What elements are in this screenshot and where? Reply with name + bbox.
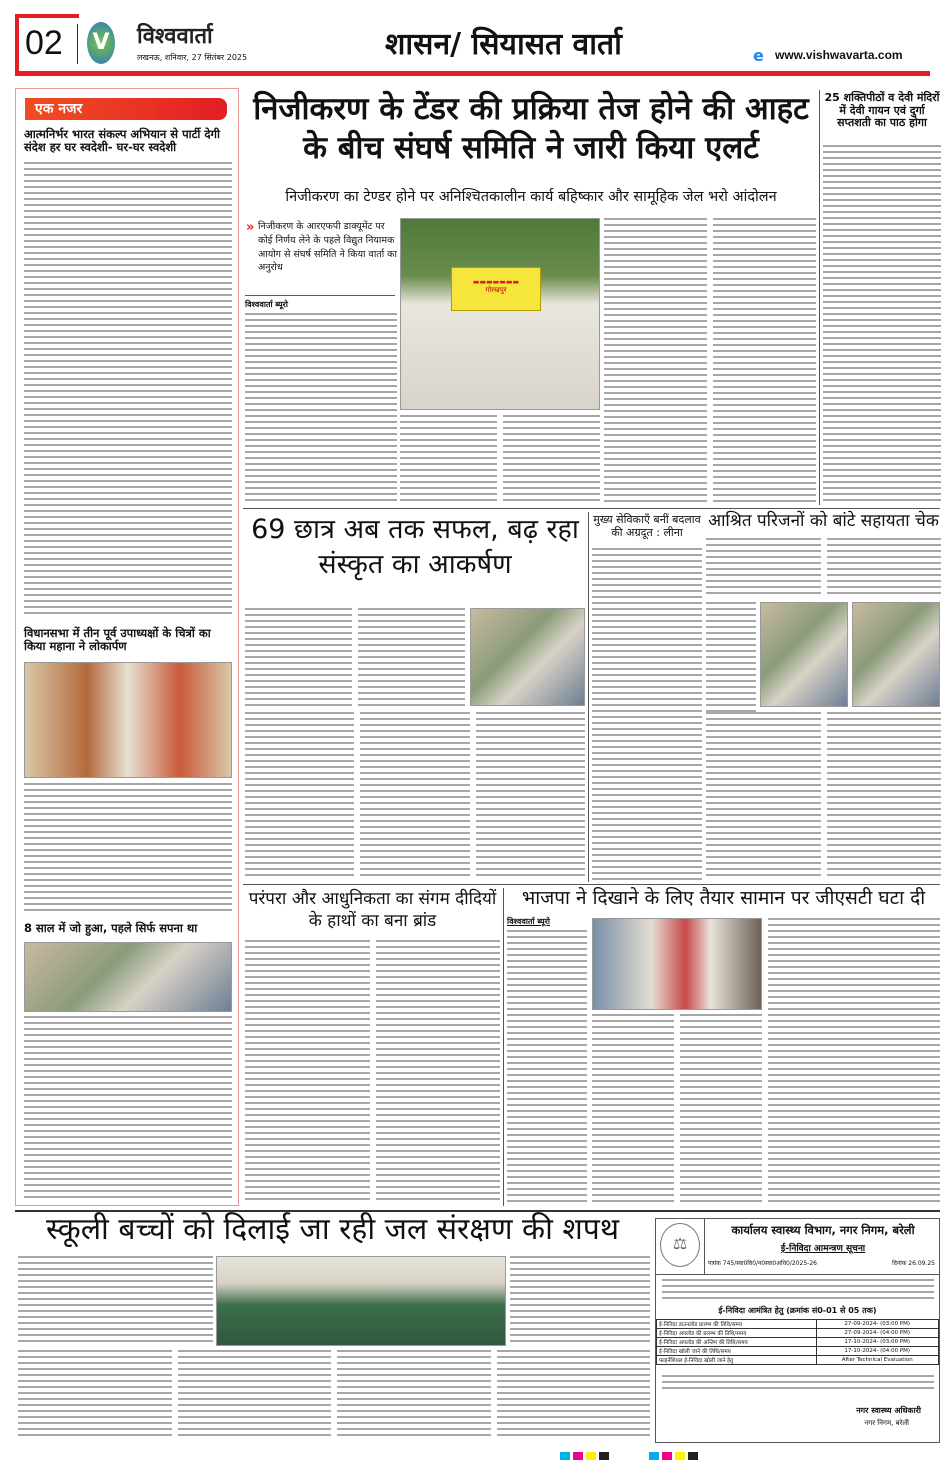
water-photo xyxy=(216,1256,506,1346)
sidebar-story3-photo xyxy=(24,942,232,1012)
bjp-photo xyxy=(592,918,762,1010)
ie-icon: e xyxy=(753,46,764,65)
lead-photo xyxy=(400,218,600,410)
tender-ad xyxy=(655,1218,940,1443)
sidebar-story3-body xyxy=(24,1016,232,1200)
tender-schedule-table xyxy=(656,1319,939,1365)
lead-body-col1 xyxy=(245,313,397,503)
sanskrit-headline: 69 छात्र अब तक सफल, बढ़ रहा संस्कृत का आकर्षण xyxy=(251,514,579,581)
water-body-col1 xyxy=(18,1256,213,1346)
lead-subheadline: निजीकरण का टेण्डर होने पर अनिश्चितकालीन कार्य बहिष्कार और सामूहिक जेल भरो आंदोलन xyxy=(285,189,777,205)
police-body-left xyxy=(706,602,756,712)
right-story-headline: 25 शक्तिपीठों व देवी मंदिरों में देवी गायन एवं दुर्गा सप्तशती का पाठ होगा xyxy=(824,91,940,130)
bjp-headline: भाजपा ने दिखाने के लिए तैयार सामान पर जीएसटी घटा दी xyxy=(521,887,926,909)
water-headline: स्कूली बच्चों को दिलाई जा रही जल संरक्षण की शपथ xyxy=(45,1212,620,1247)
lead-headline: निजीकरण के टेंडर की प्रक्रिया तेज होने की आहट के बीच संघर्ष समिति ने जारी किया एलर्ट xyxy=(253,91,809,166)
water-body xyxy=(18,1350,650,1440)
dateline: लखनऊ, शनिवार, 27 सितंबर 2025 xyxy=(137,53,248,62)
color-registration-marks xyxy=(560,1452,698,1460)
tender-signatory: नगर स्वास्थ्य अधिकारी xyxy=(856,1406,921,1415)
tender-signatory-org: नगर निगम, बरेली xyxy=(864,1419,909,1427)
police-headline: आश्रित परिजनों को बांटे सहायता चेक xyxy=(708,511,939,531)
table-row: ई-निविदा अपलोड की प्रारम्भ की तिथि/समय 27-09-2024- (04:00 PM) xyxy=(657,1329,939,1338)
sidebar-story2-photo xyxy=(24,662,232,778)
nagar-nigam-seal-icon: ⚖ xyxy=(660,1223,700,1267)
sidebar-story2-headline: विधानसभा में तीन पूर्व उपाध्यक्षों के चित्रों का किया महाना ने लोकार्पण xyxy=(24,626,211,654)
sanskrit-body xyxy=(245,712,585,880)
brand-headline: परंपरा और आधुनिकता का संगम दीदियों के हाथों का बना ब्रांड xyxy=(248,889,497,932)
lead-highlight: निजीकरण के आरएफपी डाक्यूमेंट पर कोई निर्णय लेने के पहले विद्युत नियामक आयोग से संघर्ष समिति ने किया वार्ता का अनुरोध xyxy=(258,221,397,274)
lead-byline: विश्ववार्ता ब्यूरो xyxy=(245,300,288,309)
chevron-icon: » xyxy=(246,220,255,235)
lead-body-right xyxy=(604,218,816,503)
masthead xyxy=(15,14,930,76)
sevika-body xyxy=(592,548,702,880)
section-title: शासन/ सियासत वार्ता xyxy=(385,27,622,62)
ek-nazar-text: एक नजर xyxy=(35,101,83,117)
tender-date: दिनांक 26.09.25 xyxy=(892,1260,935,1267)
bjp-body-right xyxy=(768,918,940,1202)
sidebar-story1-headline: आत्मनिर्भर भारत संकल्प अभियान से पार्टी देगी संदेश हर घर स्वदेशी- घर-घर स्वदेशी xyxy=(24,127,220,155)
tender-notice-text xyxy=(662,1279,934,1303)
banner-city: गोरखपुर xyxy=(485,286,507,294)
police-body-top xyxy=(706,538,941,598)
sidebar-story3-headline: 8 साल में जो हुआ, पहले सिर्फ सपना था xyxy=(24,921,198,935)
website-link[interactable]: www.vishwavarta.com xyxy=(775,48,903,62)
water-body-col-right xyxy=(510,1256,650,1346)
table-row: ई-निविदा डाउनलोड प्रारम्भ की तिथि/समय 27-09-2024- (03:00 PM) xyxy=(657,1320,939,1329)
tender-ref: पत्रांक 745/स्वा0वि0/न0स्वा0अधि0/2025-26 xyxy=(708,1260,817,1267)
brand-body xyxy=(245,940,500,1202)
table-row: ई-निविदा अपलोड की अन्तिम की तिथि/समय 17-10-2024- (03:00 PM) xyxy=(657,1338,939,1347)
police-photo-2 xyxy=(852,602,940,707)
tender-table-title: ई-निविदा आमंत्रित हेतु (क्रमांक सं0-01 से 05 तक) xyxy=(718,1306,877,1315)
police-photo-1 xyxy=(760,602,848,707)
sanskrit-photo xyxy=(470,608,585,706)
sevika-headline: मुख्य सेविकाएँ बनीं बदलाव की अग्रदूत : लीना xyxy=(593,513,701,539)
sidebar-story2-body xyxy=(24,783,232,915)
tender-office: कार्यालय स्वास्थ्य विभाग, नगर निगम, बरेली xyxy=(731,1223,915,1237)
tender-footer-text xyxy=(662,1375,934,1393)
table-row: फाइनेंशियल ई-निविदा खोली जाने हेतु After Technical Evaluation xyxy=(657,1356,939,1365)
sanskrit-body-top xyxy=(245,608,465,706)
right-story-body xyxy=(823,145,941,505)
lead-body-cols xyxy=(400,415,600,503)
tender-title: ई-निविदा आमन्त्रण सूचना xyxy=(780,1244,866,1254)
logo-text: विश्ववार्ता xyxy=(137,24,213,49)
page-number: 02 xyxy=(25,24,63,62)
table-row: ई-निविदा खोली जाने की तिथि/समय 17-10-2024- (04:00 PM) xyxy=(657,1347,939,1356)
logo-icon: V xyxy=(87,22,115,64)
ek-nazar-label xyxy=(25,98,227,120)
police-body xyxy=(706,712,941,880)
sidebar-story1-body xyxy=(24,162,232,617)
bjp-body xyxy=(592,1014,762,1202)
bjp-byline: विश्ववार्ता ब्यूरो xyxy=(507,917,550,926)
protest-banner: ▬▬▬▬▬▬▬ गोरखपुर xyxy=(451,267,541,311)
bjp-body-col1 xyxy=(507,930,587,1202)
